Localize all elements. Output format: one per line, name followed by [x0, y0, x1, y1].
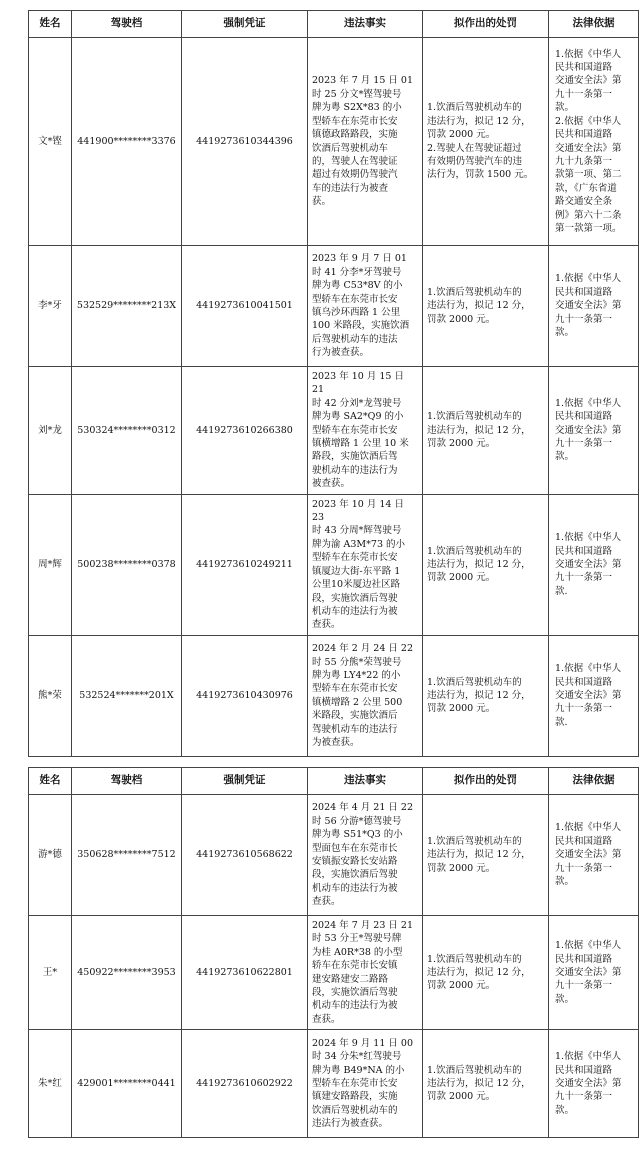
fact-line: 时 42 分刘*龙驾驶号: [312, 397, 402, 409]
cell-fact: [308, 367, 423, 495]
fact-line: 机动车的违法行为被: [312, 605, 398, 617]
fact-line: 驶机动车的违法行为: [312, 464, 398, 476]
cell-penalty: [423, 494, 549, 635]
cell-name: 游*德: [29, 795, 72, 916]
penalty-table-2: [28, 767, 622, 1138]
cell-basis: [549, 1030, 639, 1138]
header-certificate: 强制凭证: [182, 11, 308, 38]
cell-license: 532529********213X: [72, 246, 182, 367]
basis-line: 交通安全法》第: [555, 558, 622, 570]
cell-name: 李*牙: [29, 246, 72, 367]
fact-line: 镇横增路 1 公里 10 米: [312, 438, 409, 450]
basis-line: 路交通安全条: [555, 196, 613, 208]
basis-line: 九十一条第一: [555, 1091, 613, 1103]
cell-name: 熊*荣: [29, 635, 72, 756]
fact-line: 轿车在东莞市长安镇: [312, 960, 398, 972]
penalty-table-1: [28, 10, 622, 757]
basis-line: 1.依据《中华人: [555, 48, 622, 60]
basis-line: 交通安全法》第: [555, 75, 622, 87]
basis-line: 民共和国道路: [555, 129, 613, 141]
basis-line: 民共和国道路: [555, 62, 613, 74]
cell-penalty: [423, 1030, 549, 1138]
basis-line: 交通安全法》第: [555, 1078, 622, 1090]
cell-license: 350628********7512: [72, 795, 182, 916]
cell-basis: [549, 494, 639, 635]
basis-line: 九十一条第一: [555, 703, 613, 715]
penalty-line: 1.饮酒后驾驶机动车的: [427, 286, 522, 298]
header-row: [29, 768, 639, 795]
basis-line: 款。: [555, 102, 575, 114]
table-row: [29, 1030, 639, 1138]
fact-line: 段，实施饮酒后驾驶: [312, 987, 398, 999]
basis-line: 款。: [555, 1104, 575, 1116]
basis-line: 1.依据《中华人: [555, 663, 622, 675]
basis-line: 款.: [555, 716, 568, 728]
fact-line: 2024 年 7 月 23 日 21: [312, 920, 414, 931]
fact-line: 查获。: [312, 619, 341, 631]
cell-certificate: 4419273610568622: [182, 795, 308, 916]
penalty-line: 违法行为，拟记 12 分，: [427, 424, 531, 436]
penalty-line: 罚款 2000 元。: [427, 129, 496, 141]
header-penalty: 拟作出的处罚: [423, 768, 549, 795]
cell-fact: [308, 795, 423, 916]
fact-line: 100 米路段，实施饮酒: [312, 320, 410, 332]
fact-line: 车的违法行为被查: [312, 182, 389, 194]
fact-line: 查获。: [312, 896, 341, 908]
cell-license: 532524*******201X: [72, 635, 182, 756]
cell-certificate: 4419273610622801: [182, 916, 308, 1030]
fact-line: 时 53 分王*驾驶号牌: [312, 933, 402, 945]
penalty-line: 违法行为，拟记 12 分，: [427, 115, 531, 127]
basis-line: 第一款第一项。: [555, 222, 622, 234]
fact-line: 型轿车在东莞市长安: [312, 293, 398, 305]
basis-line: 民共和国道路: [555, 835, 613, 847]
fact-line: 违法行为被查获。: [312, 1118, 389, 1130]
header-name: 姓名: [29, 11, 72, 38]
fact-line: 公里10米厦边社区路: [312, 579, 401, 591]
cell-fact: [308, 635, 423, 756]
fact-line: 型轿车在东莞市长安: [312, 552, 398, 564]
basis-line: 款第一项、第二: [555, 169, 622, 181]
header-basis: 法律依据: [549, 11, 639, 38]
penalty-line: 1.饮酒后驾驶机动车的: [427, 411, 522, 423]
fact-line: 2024 年 2 月 24 日 22: [312, 643, 414, 655]
penalty-line: 违法行为，拟记 12 分，: [427, 1078, 531, 1090]
fact-line: 型面包车在东莞市长: [312, 842, 398, 854]
fact-line: 镇横增路 2 公里 500: [312, 696, 403, 708]
penalty-line: 1.饮酒后驾驶机动车的: [427, 102, 522, 114]
fact-line: 型轿车在东莞市长安: [312, 115, 398, 127]
cell-penalty: [423, 916, 549, 1030]
cell-license: 441900********3376: [72, 38, 182, 246]
basis-line: 交通安全法》第: [555, 690, 622, 702]
fact-line: 时 41 分李*牙驾驶号: [312, 266, 402, 278]
table-row: [29, 916, 639, 1030]
basis-line: 民共和国道路: [555, 953, 613, 965]
penalty-line: 罚款 2000 元。: [427, 572, 496, 584]
fact-line: 2024 年 9 月 11 日 00: [312, 1037, 414, 1049]
cell-basis: [549, 246, 639, 367]
fact-line: 牌为粤 LY4*22 的小: [312, 669, 401, 681]
fact-line: 被查获。: [312, 478, 351, 490]
cell-fact: [308, 38, 423, 246]
fact-line: 牌为粤 S51*Q3 的小: [312, 829, 403, 841]
cell-certificate: 4419273610266380: [182, 367, 308, 495]
penalty-line: 有效期仍驾驶汽车的违: [427, 155, 523, 167]
fact-line: 驾驶机动车的违法行: [312, 723, 398, 735]
table-row: [29, 367, 639, 495]
cell-license: 429001********0441: [72, 1030, 182, 1138]
basis-line: 1.依据《中华人: [555, 822, 622, 834]
penalty-line: 罚款 2000 元。: [427, 1091, 496, 1103]
table: [28, 767, 639, 1138]
fact-line: 时 43 分周*辉驾驶号: [312, 525, 402, 537]
penalty-line: 罚款 2000 元。: [427, 438, 496, 450]
cell-basis: [549, 367, 639, 495]
cell-fact: [308, 916, 423, 1030]
basis-line: 交通安全法》第: [555, 424, 622, 436]
fact-line: 饮酒后驾驶机动车的: [312, 1104, 398, 1116]
cell-fact: [308, 1030, 423, 1138]
cell-certificate: 4419273610430976: [182, 635, 308, 756]
cell-penalty: [423, 367, 549, 495]
cell-basis: [549, 795, 639, 916]
header-certificate: 强制凭证: [182, 768, 308, 795]
header-fact: 违法事实: [308, 768, 423, 795]
fact-line: 2023 年 10 月 14 日 23: [312, 498, 404, 524]
penalty-line: 1.饮酒后驾驶机动车的: [427, 1064, 522, 1076]
fact-line: 超过有效期仍驾驶汽: [312, 169, 398, 181]
fact-line: 段，实施饮酒后驾驶: [312, 592, 398, 604]
basis-line: 款。: [555, 993, 575, 1005]
basis-line: 民共和国道路: [555, 1064, 613, 1076]
cell-fact: [308, 494, 423, 635]
basis-line: 民共和国道路: [555, 286, 613, 298]
penalty-line: 违法行为，拟记 12 分，: [427, 558, 531, 570]
cell-certificate: 4419273610249211: [182, 494, 308, 635]
fact-line: 后驾驶机动车的违法: [312, 333, 398, 345]
basis-line: 交通安全法》第: [555, 300, 622, 312]
basis-line: 1.依据《中华人: [555, 397, 622, 409]
fact-line: 时 34 分朱*红驾驶号: [312, 1051, 402, 1063]
penalty-line: 1.饮酒后驾驶机动车的: [427, 953, 522, 965]
basis-line: 九十九条第一: [555, 155, 613, 167]
fact-line: 机动车的违法行为被: [312, 882, 398, 894]
cell-basis: [549, 38, 639, 246]
header-penalty: 拟作出的处罚: [423, 11, 549, 38]
basis-line: 2.依据《中华人: [555, 115, 622, 127]
fact-line: 镇德政路路段，实施: [312, 129, 398, 141]
fact-line: 牌为渝 A3M*73 的小: [312, 538, 406, 550]
fact-line: 安镇振安路长安站路: [312, 856, 398, 867]
header-basis: 法律依据: [549, 768, 639, 795]
basis-line: 九十一条第一: [555, 313, 613, 325]
cell-penalty: [423, 246, 549, 367]
fact-line: 获。: [312, 196, 332, 208]
cell-name: 周*辉: [29, 494, 72, 635]
penalty-line: 违法行为，拟记 12 分，: [427, 966, 531, 978]
fact-line: 建安路建安二路路: [312, 973, 389, 985]
cell-penalty: [423, 635, 549, 756]
cell-basis: [549, 635, 639, 756]
cell-penalty: [423, 38, 549, 246]
penalty-line: 违法行为，拟记 12 分，: [427, 849, 531, 861]
cell-license: 530324********0312: [72, 367, 182, 495]
penalty-line: 2.驾驶人在驾驶证超过: [427, 142, 522, 154]
penalty-line: 1.饮酒后驾驶机动车的: [427, 676, 522, 688]
fact-line: 路段，实施饮酒后驾: [312, 451, 398, 463]
table-row: [29, 38, 639, 246]
cell-name: 王*: [29, 916, 72, 1030]
penalty-line: 违法行为，拟记 12 分，: [427, 300, 531, 312]
basis-line: 九十一条第一: [555, 980, 613, 992]
basis-line: 九十一条第一: [555, 438, 613, 450]
basis-line: 民共和国道路: [555, 411, 613, 423]
cell-name: 刘*龙: [29, 367, 72, 495]
fact-line: 行为被查获。: [312, 347, 370, 359]
fact-line: 时 56 分游*德驾驶号: [312, 815, 402, 827]
header-fact: 违法事实: [308, 11, 423, 38]
cell-fact: [308, 246, 423, 367]
cell-penalty: [423, 795, 549, 916]
penalty-line: 罚款 2000 元。: [427, 862, 496, 874]
cell-basis: [549, 916, 639, 1030]
basis-line: 例》第六十二条: [555, 209, 622, 221]
basis-line: 1.依据《中华人: [555, 1051, 622, 1063]
fact-line: 型轿车在东莞市长安: [312, 683, 398, 695]
fact-line: 镇乌沙环西路 1 公里: [312, 307, 401, 318]
fact-line: 时 55 分熊*荣驾驶号: [312, 656, 402, 668]
fact-line: 镇厦边大街-东平路 1: [312, 565, 401, 577]
cell-license: 500238********0378: [72, 494, 182, 635]
cell-certificate: 4419273610602922: [182, 1030, 308, 1138]
cell-certificate: 4419273610344396: [182, 38, 308, 246]
basis-line: 民共和国道路: [555, 676, 613, 688]
fact-line: 型轿车在东莞市长安: [312, 1078, 398, 1090]
penalty-line: 1.饮酒后驾驶机动车的: [427, 835, 522, 847]
fact-line: 镇建安路路段，实施: [312, 1091, 398, 1103]
penalty-line: 1.饮酒后驾驶机动车的: [427, 545, 522, 557]
penalty-line: 罚款 2000 元。: [427, 313, 496, 325]
fact-line: 为桂 A0R*38 的小型: [312, 946, 403, 958]
penalty-line: 罚款 2000 元。: [427, 703, 496, 715]
header-license: 驾驶档: [72, 11, 182, 38]
header-name: 姓名: [29, 768, 72, 795]
fact-line: 为被查获。: [312, 736, 360, 748]
table-row: [29, 246, 639, 367]
penalty-line: 罚款 2000 元。: [427, 980, 496, 992]
fact-line: 型轿车在东莞市长安: [312, 424, 398, 436]
header-row: [29, 11, 639, 38]
table: [28, 10, 639, 757]
basis-line: 交通安全法》第: [555, 142, 622, 154]
cell-license: 450922********3953: [72, 916, 182, 1030]
basis-line: 款。: [555, 327, 575, 339]
fact-line: 牌为粤 S2X*83 的小: [312, 102, 402, 114]
basis-line: 九十一条第一: [555, 88, 613, 100]
fact-line: 2024 年 4 月 21 日 22: [312, 802, 414, 814]
fact-line: 的，驾驶人在驾驶证: [312, 155, 398, 167]
fact-line: 牌为粤 SA2*Q9 的小: [312, 411, 404, 423]
basis-line: 九十一条第一: [555, 572, 613, 584]
fact-line: 查获。: [312, 1013, 341, 1025]
basis-line: 款。: [555, 451, 575, 463]
basis-line: 1.依据《中华人: [555, 273, 622, 285]
fact-line: 2023 年 7 月 15 日 01: [312, 75, 414, 87]
penalty-line: 法行为，罚款 1500 元。: [427, 169, 534, 181]
basis-line: 款.: [555, 585, 568, 597]
penalty-line: 违法行为，拟记 12 分，: [427, 690, 531, 702]
fact-line: 米路段，实施饮酒后: [312, 710, 398, 722]
basis-line: 款。: [555, 876, 575, 888]
basis-line: 九十一条第一: [555, 862, 613, 874]
fact-line: 时 25 分文*铿驾驶号: [312, 88, 402, 100]
cell-name: 朱*红: [29, 1030, 72, 1138]
table-row: [29, 494, 639, 635]
basis-line: 1.依据《中华人: [555, 940, 622, 952]
table-row: [29, 795, 639, 916]
fact-line: 牌为粤 B49*NA 的小: [312, 1064, 405, 1076]
cell-name: 文*铿: [29, 38, 72, 246]
basis-line: 1.依据《中华人: [555, 532, 622, 544]
fact-line: 牌为粤 C53*8V 的小: [312, 280, 403, 292]
basis-line: 交通安全法》第: [555, 849, 622, 861]
fact-line: 饮酒后驾驶机动车: [312, 142, 389, 154]
table-row: [29, 635, 639, 756]
fact-line: 2023 年 10 月 15 日 21: [312, 371, 404, 396]
fact-line: 2023 年 9 月 7 日 01: [312, 253, 407, 265]
fact-line: 段，实施饮酒后驾驶: [312, 869, 398, 881]
basis-line: 交通安全法》第: [555, 966, 622, 978]
basis-line: 民共和国道路: [555, 545, 613, 557]
cell-certificate: 4419273610041501: [182, 246, 308, 367]
fact-line: 机动车的违法行为被: [312, 1000, 398, 1012]
header-license: 驾驶档: [72, 768, 182, 795]
basis-line: 款，《广东省道: [555, 182, 617, 194]
